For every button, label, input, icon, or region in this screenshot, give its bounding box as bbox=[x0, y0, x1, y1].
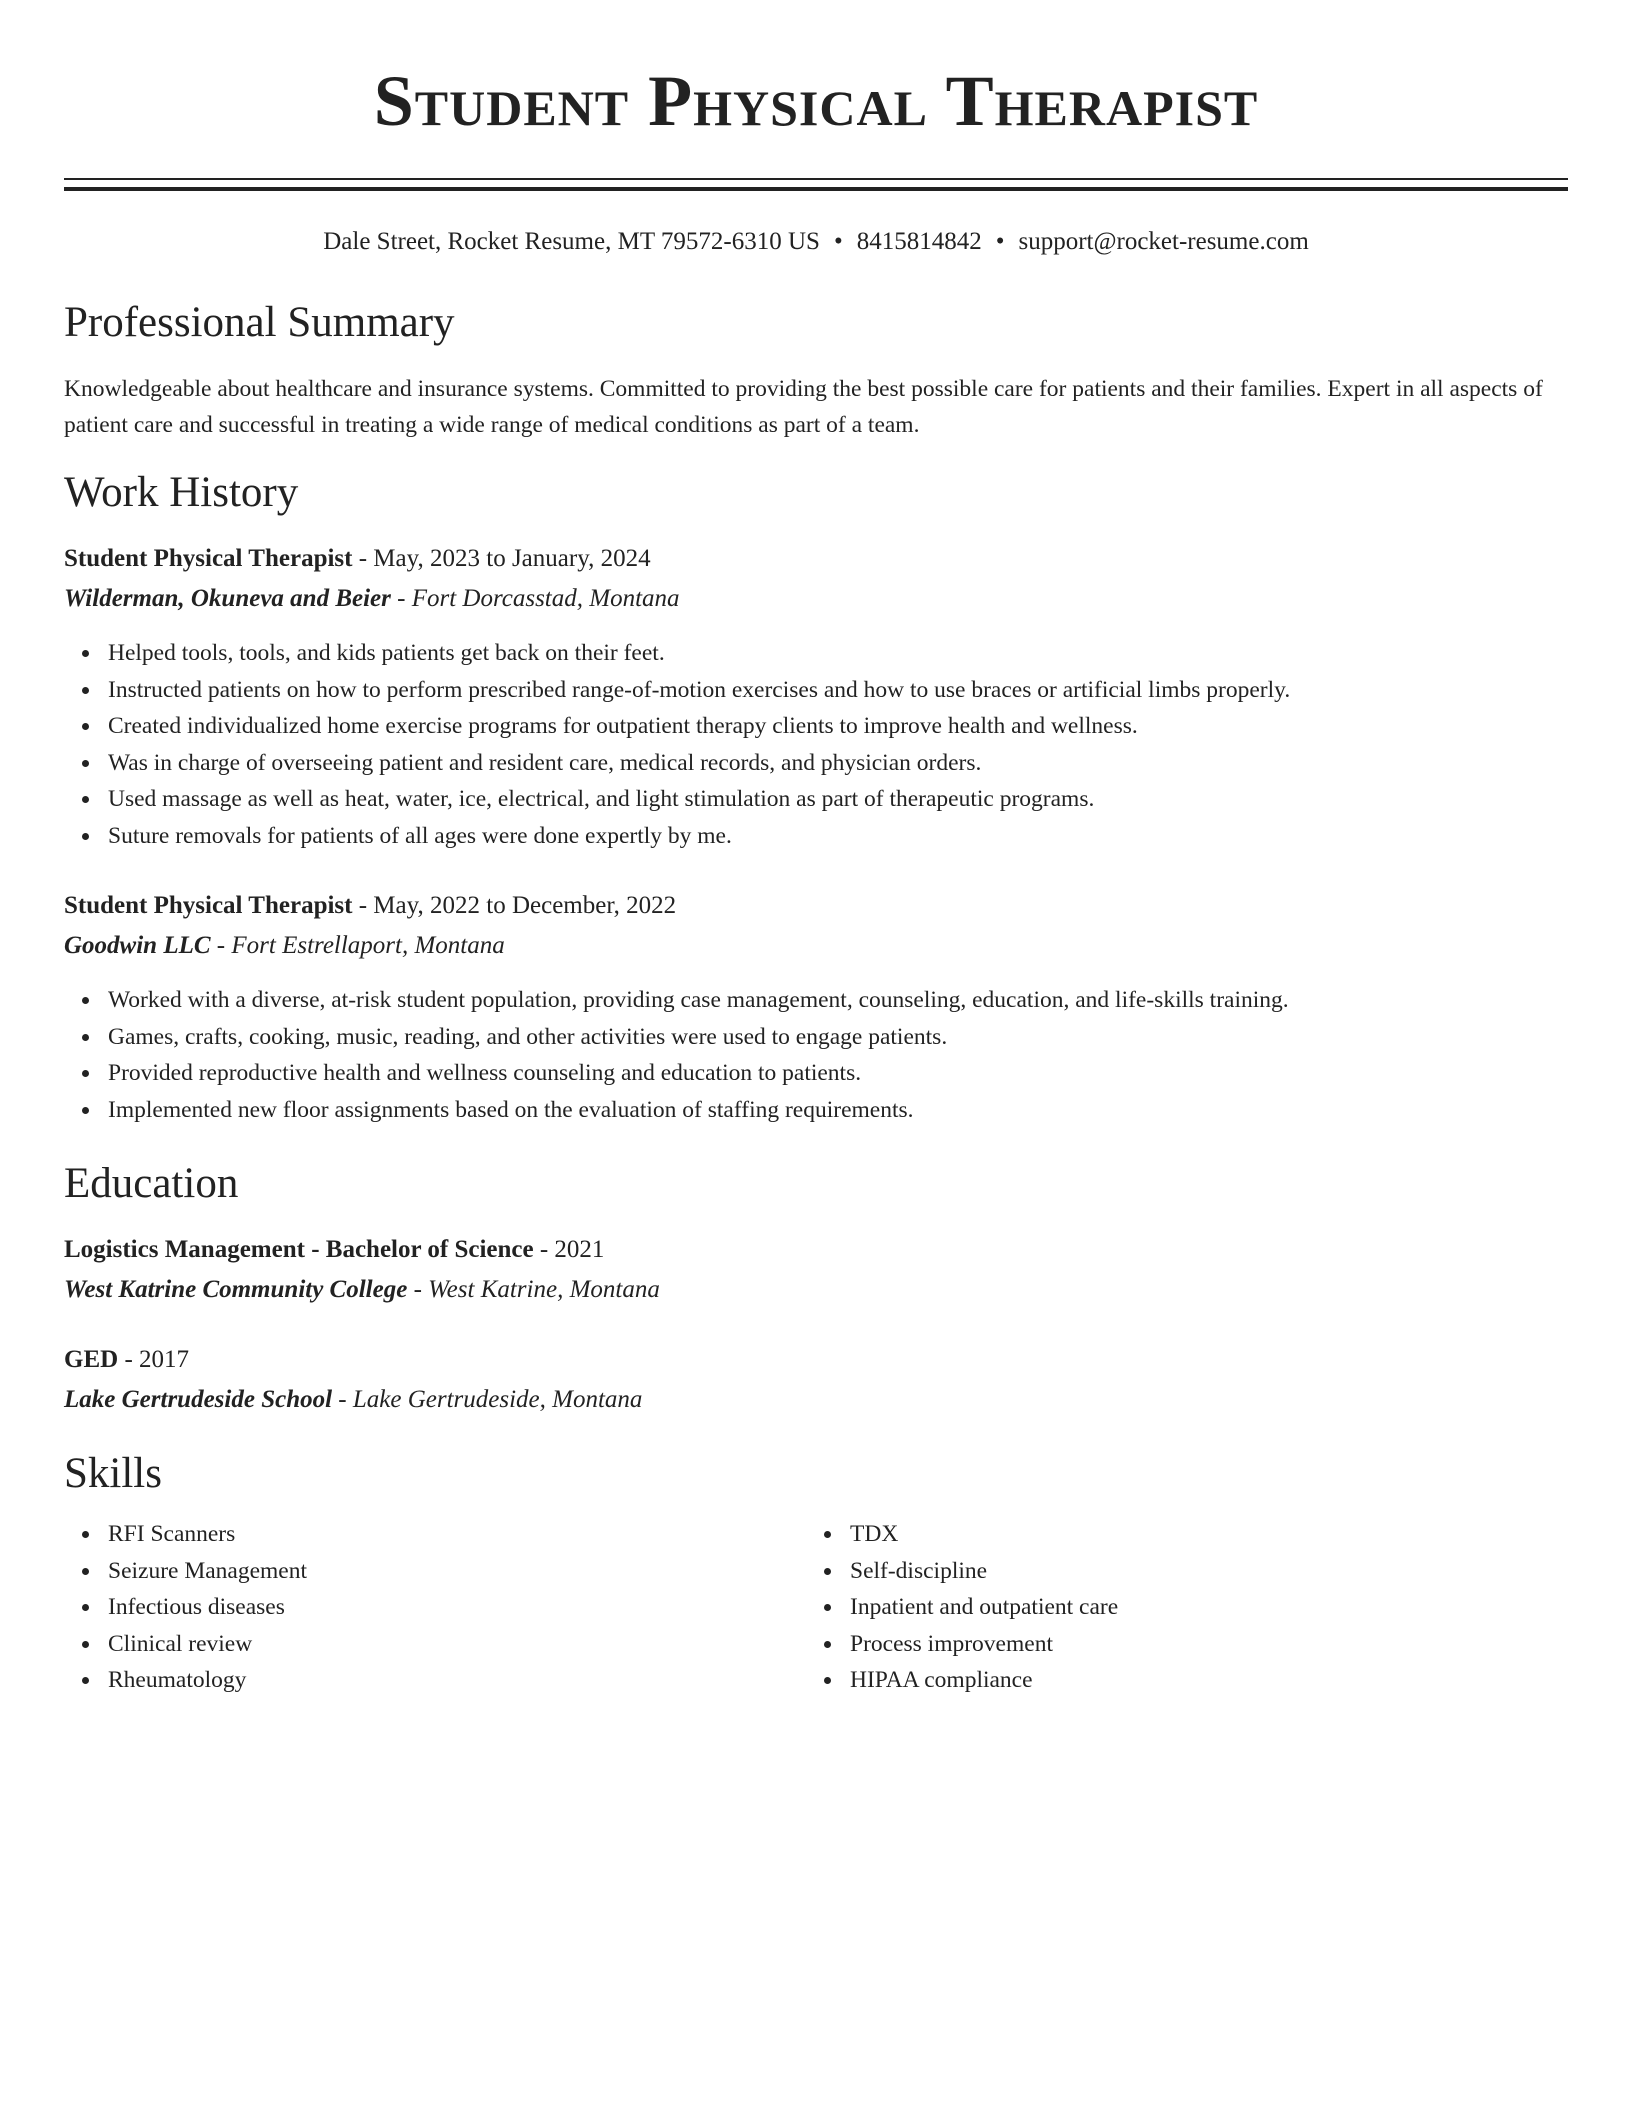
job-duties-list bbox=[64, 982, 1568, 1128]
job-title: Student Physical Therapist bbox=[64, 545, 353, 572]
title-divider bbox=[64, 178, 1568, 191]
job-entry bbox=[64, 539, 1568, 854]
education-entry bbox=[64, 1230, 1568, 1310]
job-duty: Used massage as well as heat, water, ice, electrical, and light stimulation as part of therapeutic programs. bbox=[108, 781, 1568, 818]
job-company: Wilderman, Okuneva and Beier bbox=[64, 585, 391, 612]
job-duty: Instructed patients on how to perform prescribed range-of-motion exercises and how to use braces or artificial limbs properly. bbox=[108, 672, 1568, 709]
education-degree-line bbox=[64, 1230, 1568, 1270]
skills-list-left bbox=[64, 1516, 806, 1699]
skill-item: Rheumatology bbox=[108, 1662, 806, 1699]
education-degree: Logistics Management - Bachelor of Science bbox=[64, 1236, 534, 1263]
job-duty: Suture removals for patients of all ages were done expertly by me. bbox=[108, 818, 1568, 855]
education-location: - West Katrine, Montana bbox=[407, 1276, 660, 1303]
education-heading: Education bbox=[64, 1160, 239, 1207]
education-entry bbox=[64, 1340, 1568, 1420]
job-title-line bbox=[64, 886, 1568, 926]
job-entry bbox=[64, 886, 1568, 1128]
job-company-line bbox=[64, 926, 1568, 966]
contact-separator: • bbox=[995, 228, 1005, 255]
job-dates: - May, 2022 to December, 2022 bbox=[352, 892, 677, 919]
skill-item: HIPAA compliance bbox=[850, 1662, 1548, 1699]
skill-item: RFI Scanners bbox=[108, 1516, 806, 1553]
job-duties-list bbox=[64, 635, 1568, 854]
job-duty: Provided reproductive health and wellness counseling and education to patients. bbox=[108, 1055, 1568, 1092]
job-duty: Helped tools, tools, and kids patients get back on their feet. bbox=[108, 635, 1568, 672]
job-location: - Fort Dorcasstad, Montana bbox=[390, 585, 680, 612]
skill-item: Process improvement bbox=[850, 1626, 1548, 1663]
skills-grid bbox=[64, 1516, 1568, 1699]
skill-item: Seizure Management bbox=[108, 1553, 806, 1590]
job-company-line bbox=[64, 579, 1568, 619]
contact-email: support@rocket-resume.com bbox=[1018, 228, 1309, 255]
resume-title: Student Physical Therapist bbox=[373, 61, 1259, 141]
job-duty: Was in charge of overseeing patient and resident care, medical records, and physician orders. bbox=[108, 745, 1568, 782]
job-company: Goodwin LLC bbox=[64, 932, 211, 959]
skill-item: Infectious diseases bbox=[108, 1589, 806, 1626]
job-duty: Worked with a diverse, at-risk student population, providing case management, counseling, education, and life-skills training. bbox=[108, 982, 1568, 1019]
education-year: - 2021 bbox=[533, 1236, 605, 1263]
education-school: Lake Gertrudeside School bbox=[64, 1386, 333, 1413]
job-dates: - May, 2023 to January, 2024 bbox=[352, 545, 651, 572]
job-duty: Created individualized home exercise programs for outpatient therapy clients to improve health and wellness. bbox=[108, 708, 1568, 745]
contact-address: Dale Street, Rocket Resume, MT 79572-6310 US bbox=[323, 228, 820, 255]
education-school-line bbox=[64, 1380, 1568, 1420]
summary-text: Knowledgeable about healthcare and insurance systems. Committed to providing the best possible care for patients and their families. Expert in all aspects of patient care and successful in treating a wide range of medical conditions as part of a team. bbox=[64, 376, 1543, 438]
skills-list-right bbox=[806, 1516, 1548, 1699]
education-school: West Katrine Community College bbox=[64, 1276, 408, 1303]
skill-item: Inpatient and outpatient care bbox=[850, 1589, 1548, 1626]
education-year: - 2017 bbox=[118, 1346, 190, 1373]
skills-heading: Skills bbox=[64, 1450, 162, 1497]
education-degree-line bbox=[64, 1340, 1568, 1380]
job-title-line bbox=[64, 539, 1568, 579]
education-location: - Lake Gertrudeside, Montana bbox=[332, 1386, 643, 1413]
skill-item: TDX bbox=[850, 1516, 1548, 1553]
education-school-line bbox=[64, 1270, 1568, 1310]
job-duty: Implemented new floor assignments based on the evaluation of staffing requirements. bbox=[108, 1092, 1568, 1129]
work-history-heading: Work History bbox=[64, 469, 299, 516]
skill-item: Clinical review bbox=[108, 1626, 806, 1663]
contact-separator: • bbox=[833, 228, 843, 255]
job-location: - Fort Estrellaport, Montana bbox=[210, 932, 505, 959]
job-title: Student Physical Therapist bbox=[64, 892, 353, 919]
summary-heading: Professional Summary bbox=[64, 299, 455, 346]
skill-item: Self-discipline bbox=[850, 1553, 1548, 1590]
job-duty: Games, crafts, cooking, music, reading, and other activities were used to engage patients. bbox=[108, 1019, 1568, 1056]
contact-phone: 8415814842 bbox=[856, 228, 982, 255]
contact-line bbox=[64, 225, 1568, 259]
education-degree: GED bbox=[64, 1346, 119, 1373]
